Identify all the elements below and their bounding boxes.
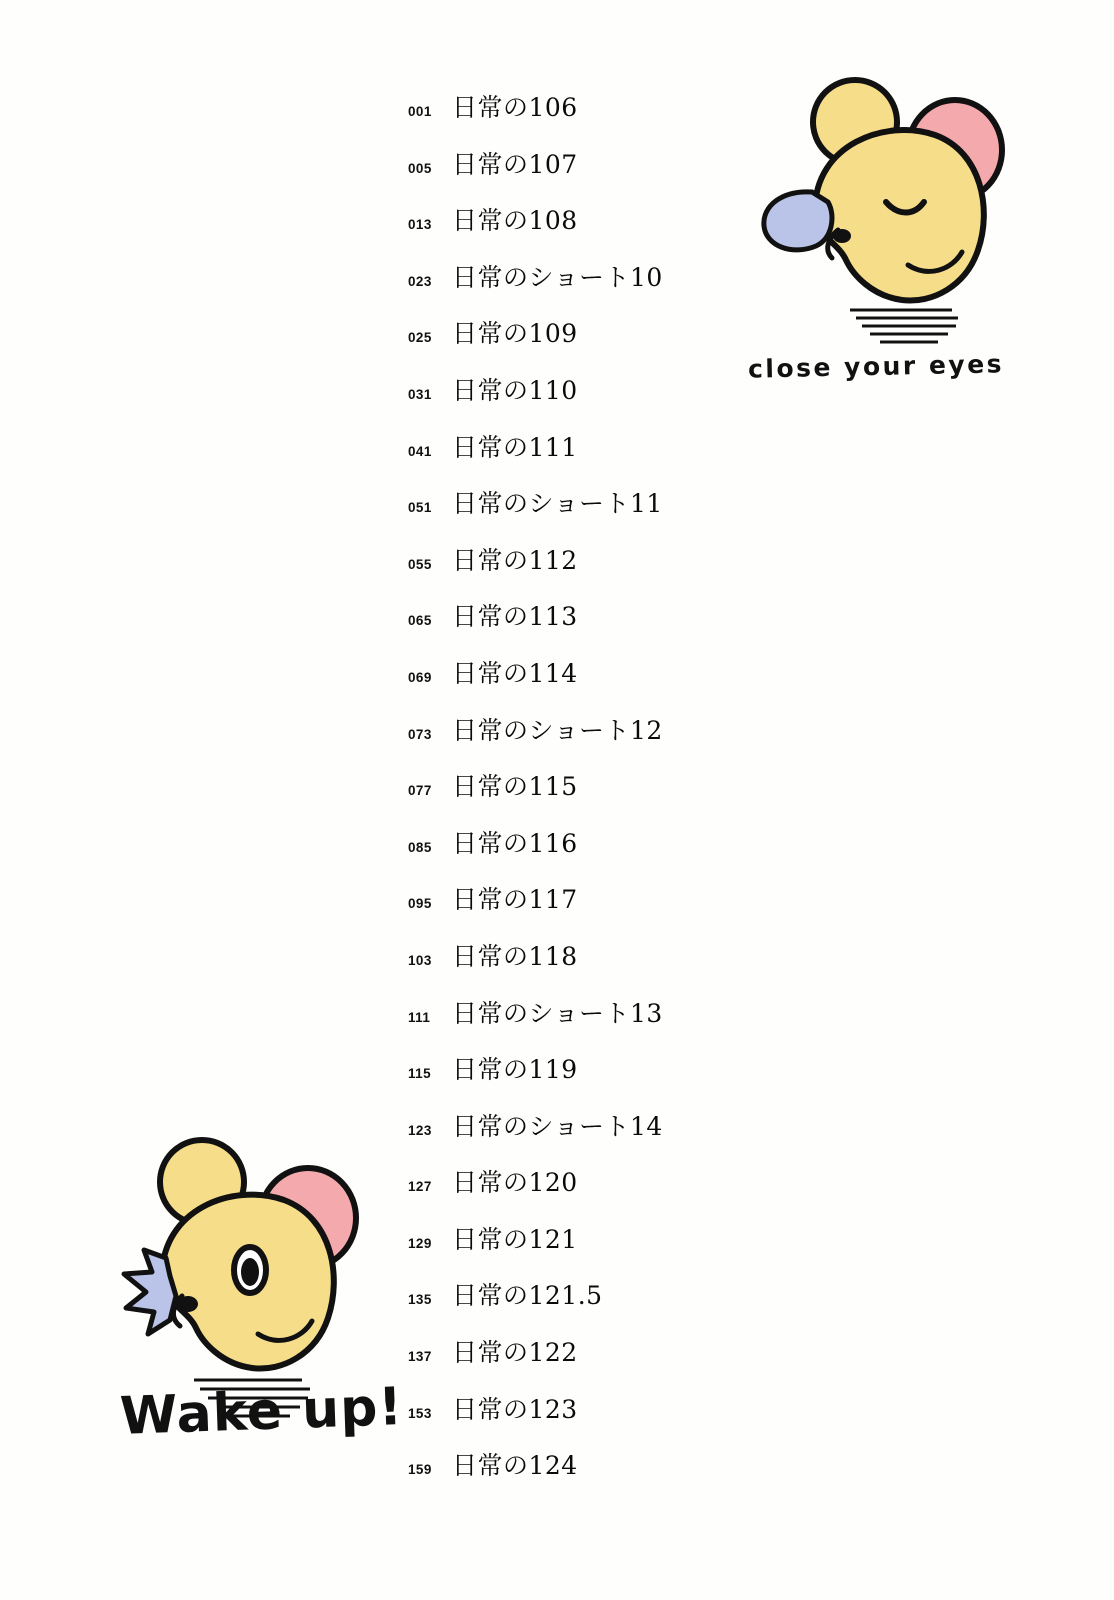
toc-entry-title: 日常のショート14 [452, 1111, 663, 1141]
toc-entry[interactable] [408, 1220, 738, 1277]
toc-entry[interactable] [408, 824, 738, 881]
toc-entry[interactable] [408, 88, 738, 145]
toc-entry-page: 085 [408, 839, 432, 855]
toc-entry-title: 日常の123 [452, 1394, 578, 1424]
toc-entry-page: 123 [408, 1122, 432, 1138]
toc-entry-page: 023 [408, 273, 432, 289]
toc-entry-page: 095 [408, 896, 432, 912]
toc-entry[interactable] [408, 1107, 738, 1164]
toc-entry-page: 031 [408, 386, 432, 402]
toc-entry[interactable] [408, 597, 738, 654]
toc-entry[interactable] [408, 1050, 738, 1107]
toc-entry-page: 159 [408, 1462, 432, 1478]
toc-entry-title: 日常の113 [452, 602, 578, 632]
toc-entry-page: 041 [408, 443, 432, 459]
toc-entry[interactable] [408, 711, 738, 768]
toc-entry-title: 日常の122 [452, 1338, 578, 1368]
toc-entry[interactable] [408, 654, 738, 711]
toc-entry[interactable] [408, 880, 738, 937]
toc-entry-title: 日常の115 [452, 772, 578, 802]
toc-entry-title: 日常の121.5 [452, 1281, 603, 1311]
toc-entry-title: 日常の109 [452, 319, 578, 349]
toc-entry-page: 127 [408, 1179, 432, 1195]
toc-entry[interactable] [408, 541, 738, 598]
toc-entry-page: 055 [408, 556, 432, 572]
toc-entry-title: 日常の119 [452, 1055, 578, 1085]
toc-entry-title: 日常の114 [452, 658, 578, 688]
toc-entry[interactable] [408, 201, 738, 258]
toc-entry-page: 001 [408, 104, 432, 119]
toc-entry-title: 日常の120 [452, 1168, 578, 1198]
toc-entry-page: 013 [408, 217, 432, 233]
awake-bear-illustration [70, 1100, 410, 1520]
toc-entry-title: 日常の110 [452, 375, 578, 405]
toc-entry-title: 日常の111 [452, 432, 578, 462]
toc-entry-title: 日常の117 [452, 885, 578, 915]
toc-entry[interactable] [408, 1333, 738, 1390]
toc-entry[interactable] [408, 371, 738, 428]
toc-entry-title: 日常の118 [452, 941, 578, 971]
toc-entry-page: 005 [408, 160, 432, 176]
top-illustration-caption: close your eyes [747, 349, 1005, 384]
toc-entry[interactable] [408, 767, 738, 824]
toc-entry-page: 065 [408, 613, 432, 629]
toc-entry[interactable] [408, 428, 738, 485]
toc-entry-page: 069 [408, 669, 432, 685]
toc-entry[interactable] [408, 937, 738, 994]
toc-entry-title: 日常の121 [452, 1224, 578, 1254]
toc-entry-title: 日常のショート11 [452, 489, 663, 519]
toc-entry-title: 日常のショート10 [452, 262, 663, 292]
toc-entry-page: 129 [408, 1235, 432, 1251]
toc-entry-title: 日常の107 [452, 149, 578, 179]
toc-entry-page: 115 [408, 1066, 431, 1082]
toc-entry-page: 103 [408, 952, 432, 968]
toc-entry-title: 日常の116 [452, 828, 578, 858]
toc-entry[interactable] [408, 1163, 738, 1220]
toc-entry-title: 日常の124 [452, 1451, 578, 1481]
toc-entry[interactable] [408, 1390, 738, 1447]
bottom-illustration-caption: Wake up! [119, 1377, 405, 1447]
toc-entry-title: 日常の106 [452, 93, 578, 122]
toc-entry-page: 137 [408, 1349, 432, 1365]
toc-entry[interactable] [408, 1446, 738, 1503]
toc-entry[interactable] [408, 314, 738, 371]
toc-entry[interactable] [408, 145, 738, 202]
toc-entry-title: 日常のショート13 [452, 998, 663, 1028]
toc-entry-page: 111 [408, 1009, 431, 1025]
toc-entry[interactable] [408, 994, 738, 1051]
toc-entry-title: 日常の112 [452, 545, 578, 575]
toc-entry-page: 051 [408, 500, 432, 516]
table-of-contents [408, 88, 738, 1503]
toc-entry-page: 135 [408, 1292, 432, 1308]
toc-entry-page: 153 [408, 1405, 432, 1421]
toc-entry-title: 日常のショート12 [452, 715, 663, 745]
toc-entry[interactable] [408, 1276, 738, 1333]
toc-entry-page: 025 [408, 330, 432, 346]
toc-entry-title: 日常の108 [452, 206, 578, 236]
toc-entry[interactable] [408, 258, 738, 315]
toc-entry-page: 077 [408, 783, 432, 799]
toc-entry[interactable] [408, 484, 738, 541]
toc-entry-page: 073 [408, 726, 432, 742]
